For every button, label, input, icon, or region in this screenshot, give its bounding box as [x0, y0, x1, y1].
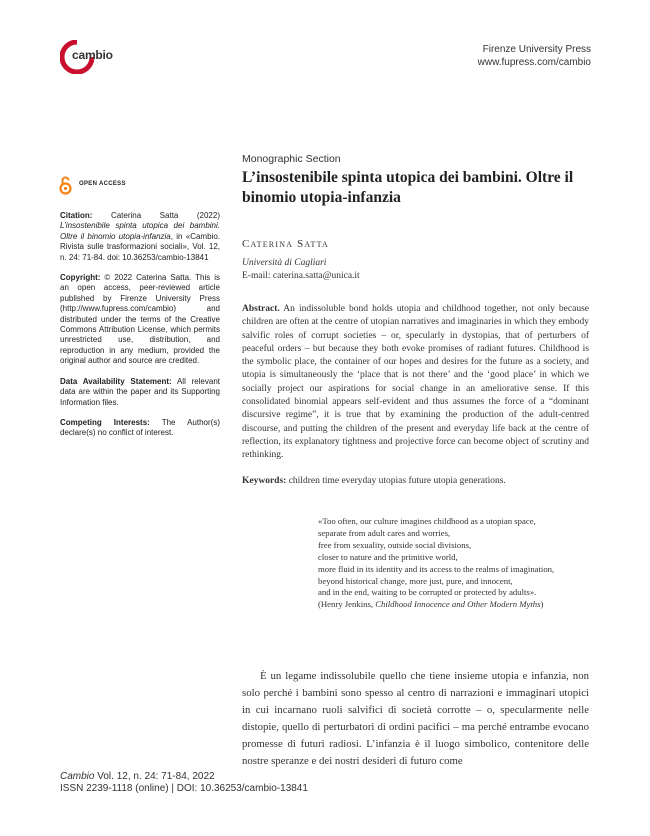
epigraph-line: separate from adult cares and worries,	[318, 527, 451, 538]
logo-text: cambio	[72, 48, 113, 62]
publisher-name: Firenze University Press	[482, 44, 591, 55]
competing-interests-text: The Author(s) declare(s) no conflict of interest.	[60, 417, 220, 438]
page-footer	[60, 771, 308, 795]
keywords	[242, 476, 589, 486]
footer-issn: ISSN 2239-1118 (online) | DOI: 10.36253/cambio-13841	[60, 783, 308, 794]
copyright-block	[60, 273, 220, 367]
competing-interests-block	[60, 418, 220, 439]
citation-title: L’insostenibile spinta utopica dei bambini. Oltre il binomio utopia-infanzia	[60, 221, 220, 241]
keywords-label: Keywords:	[242, 476, 287, 486]
citation-details: , in «Cambio. Rivista sulle trasformazioni sociali», Vol. 12, n. 24: 71-84. doi: 10.36253/cambio-13841	[60, 231, 220, 262]
epigraph-line: free from sexuality, outside social divisions,	[318, 539, 472, 550]
abstract	[242, 303, 589, 463]
data-availability-text: All relevant data are within the paper and its Supporting Information files.	[60, 376, 220, 407]
epigraph-source-title: Childhood Innocence and Other Modern Myths	[375, 599, 541, 610]
copyright-label: Copyright:	[60, 273, 101, 283]
footer-journal: Cambio	[60, 771, 95, 782]
affiliation: Università di Cagliari	[242, 258, 327, 268]
author-affiliation-block	[242, 257, 360, 283]
epigraph-line: more fluid in its identity and its access to the realms of imagination,	[318, 563, 555, 574]
epigraph-source	[318, 599, 590, 611]
citation-label: Citation:	[60, 211, 93, 220]
data-availability-label: Data Availability Statement:	[60, 376, 172, 386]
abstract-label: Abstract.	[242, 304, 280, 314]
keywords-text: children time everyday utopias future utopia generations.	[286, 476, 506, 486]
competing-interests-label: Competing Interests:	[60, 417, 150, 427]
footer-volume: Vol. 12, n. 24: 71-84, 2022	[94, 771, 215, 782]
footer-journal-line	[60, 771, 308, 783]
author-name: Caterina Satta	[242, 238, 330, 250]
open-access-lock-icon	[59, 175, 72, 195]
author-email[interactable]: E-mail: caterina.satta@unica.it	[242, 271, 360, 281]
article-sidebar	[60, 211, 220, 449]
body-paragraph	[242, 668, 589, 770]
epigraph-source-author: (Henry Jenkins,	[318, 599, 376, 610]
epigraph	[318, 516, 590, 611]
copyright-text: © 2022 Caterina Satta. This is an open access, peer-reviewed article published by Firenze University Press (http://www.fupress.com/cambio) and distributed under the terms of the Creative Commons Attribution License, which permits unrestricted use, distribution, and reproduction in any medium, provided the original author and source are credited.	[60, 273, 220, 366]
epigraph-line: closer to nature and the primitive world,	[318, 551, 458, 562]
body-paragraph-text: È un legame indissolubile quello che tiene insieme utopia e infanzia, non solo perché i bambini sono spesso al centro di narrazioni e immaginari utopici in cui incarnano ruoli salvifici di società corrotte – o, specularmente nelle distopie, quello di perturbatori di ordini pacifici – ma perché entrambe evocano promesse di futuri radiosi. L’infanzia è il luogo simbolico, contenitore delle nostre speranze e dei nostri desideri di futuro come	[242, 670, 589, 767]
publisher-info	[478, 43, 591, 69]
epigraph-line: beyond historical change, more just, pure, and innocent,	[318, 575, 513, 586]
epigraph-line: «Too often, our culture imagines childhood as a utopian space,	[318, 516, 536, 526]
journal-logo	[60, 40, 120, 80]
epigraph-source-close: )	[540, 599, 544, 610]
open-access-label: OPEN ACCESS	[79, 181, 126, 187]
publisher-url[interactable]: www.fupress.com/cambio	[477, 57, 591, 68]
article-title: L’insostenibile spinta utopica dei bambini. Oltre il binomio utopia-infanzia	[242, 169, 574, 206]
section-label: Monographic Section	[242, 153, 341, 165]
data-availability-block	[60, 377, 220, 408]
abstract-text: An indissoluble bond holds utopia and childhood together, not only because children are often at the centre of utopian narratives and imaginaries in which they embody salvific roles of corrupt societies – or, specularly in dystopias, that of perturbers of peaceful orders – but because they both evoke promises of radiant futures. Childhood is the symbolic place, the container of our hopes and desires for the future as a society, and utopia is simultaneously the ‘place that is not there’ and the ‘good place’ in which we socially project our aspirations for social change in an ameliorative sense. If this consolidated binomial appears self-evident and thus assumes the force of a “dominant discursive regime”, it is true that by examining the production of the adult-centred discourse, and putting the children of the present and everyday life back at the centre of reflection, its explanatory tightness and projective force can become object of scrutiny and rethinking.	[242, 304, 589, 461]
epigraph-line: and in the end, waiting to be corrupted or protected by adults».	[318, 587, 537, 598]
citation-block	[60, 211, 220, 263]
citation-text: Caterina Satta (2022)	[92, 211, 220, 220]
